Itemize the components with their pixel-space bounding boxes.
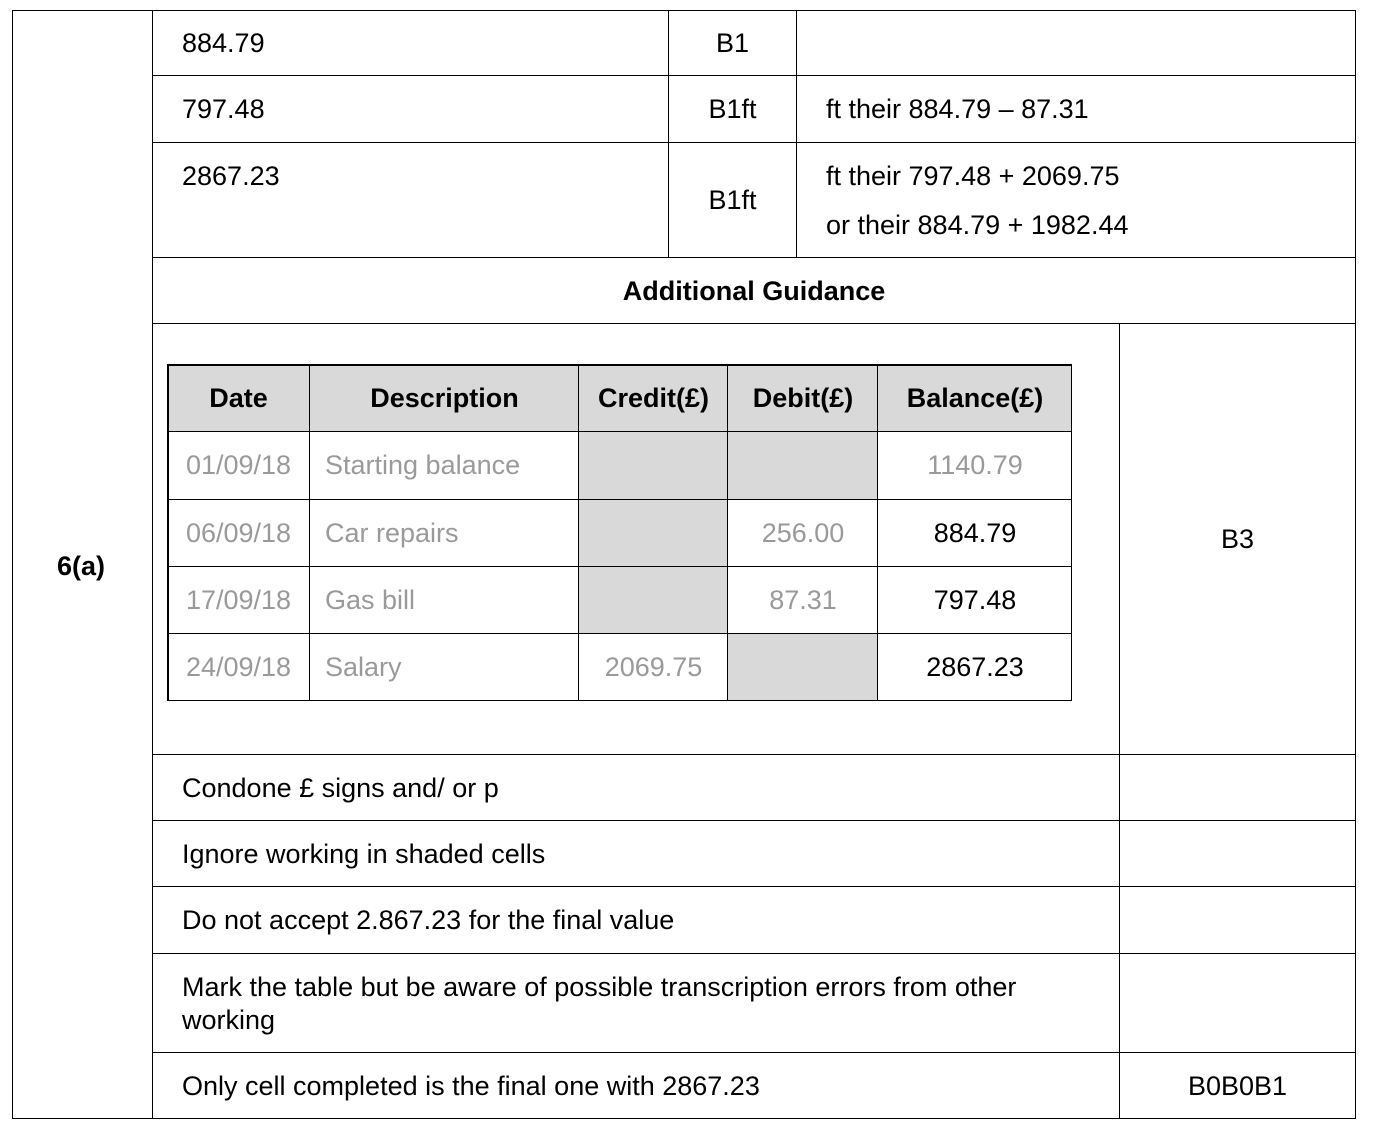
row1-description: Starting balance [325, 450, 521, 480]
row3-balance: 797.48 [933, 584, 1017, 615]
row2-debit: 256.00 [761, 517, 845, 548]
ledger-row-line-3 [167, 566, 1072, 567]
row-line-1 [152, 75, 1356, 76]
divider-guidance-mark [1119, 324, 1120, 1119]
note-1: Condone £ signs and/ or p [182, 773, 499, 803]
header-description: Description [310, 364, 579, 431]
comment-2: ft their 884.79 – 87.31 [826, 94, 1089, 124]
guidance-title: Additional Guidance [622, 276, 886, 306]
border-bottom [12, 1118, 1356, 1119]
row2-date: 06/09/18 [185, 517, 292, 548]
row2-credit [579, 499, 728, 566]
row3-credit [579, 566, 728, 633]
header-date: Date [167, 364, 310, 431]
divider-mark [796, 10, 797, 258]
border-left [12, 10, 13, 1119]
row-line-2 [152, 142, 1356, 143]
ledger-row-line-1 [167, 431, 1072, 432]
border-top [12, 10, 1356, 11]
header-credit: Credit(£) [579, 364, 728, 431]
row-line-9 [152, 1052, 1356, 1053]
answer-3: 2867.23 [182, 161, 280, 191]
ledger-col-line-1 [309, 364, 310, 701]
row1-credit [579, 431, 728, 499]
ledger-border-top [167, 364, 1072, 366]
note-4-line-2: working [182, 1005, 276, 1035]
header-balance: Balance(£) [878, 364, 1072, 431]
comment-3b: or their 884.79 + 1982.44 [826, 210, 1129, 240]
row4-date: 24/09/18 [185, 652, 292, 682]
row-line-3 [152, 257, 1356, 258]
ledger-table [167, 364, 1072, 701]
ledger-col-line-4 [877, 364, 878, 701]
ledger-border-left [167, 364, 169, 701]
row4-debit [728, 633, 878, 701]
row-line-8 [152, 953, 1356, 954]
note-3: Do not accept 2.867.23 for the final value [182, 905, 675, 935]
row-line-5 [152, 754, 1356, 755]
row4-credit: 2069.75 [604, 652, 703, 682]
ledger-col-line-2 [578, 364, 579, 701]
answer-1: 884.79 [182, 28, 265, 58]
note-5: Only cell completed is the final one with 2867.23 [182, 1071, 760, 1101]
row1-date: 01/09/18 [185, 450, 292, 480]
note-4-line-1: Mark the table but be aware of possible transcription errors from other [182, 972, 1017, 1002]
row2-balance: 884.79 [933, 517, 1017, 548]
mark-2: B1ft [708, 94, 757, 124]
row-line-6 [152, 820, 1356, 821]
row-line-4 [152, 323, 1356, 324]
note-2: Ignore working in shaded cells [182, 839, 546, 869]
row4-description: Salary [325, 652, 402, 682]
ledger-row-line-2 [167, 499, 1072, 500]
ledger-border-bottom [167, 700, 1072, 701]
note-5-mark: B0B0B1 [1187, 1071, 1288, 1101]
question-number: 6(a) [57, 551, 106, 581]
row1-balance: 1140.79 [927, 450, 1023, 480]
row3-date: 17/09/18 [185, 584, 292, 615]
row3-debit: 87.31 [769, 584, 837, 615]
ledger-col-line-3 [727, 364, 728, 701]
ledger-row-line-4 [167, 633, 1072, 634]
row2-description: Car repairs [325, 517, 459, 548]
ledger-border-right [1071, 364, 1072, 701]
mark-1: B1 [715, 28, 750, 58]
header-debit: Debit(£) [728, 364, 878, 431]
comment-3a: ft their 797.48 + 2069.75 [826, 161, 1120, 191]
row3-description: Gas bill [325, 584, 416, 615]
row4-balance: 2867.23 [926, 652, 1024, 682]
row1-debit [728, 431, 878, 499]
answer-2: 797.48 [182, 94, 265, 124]
table-mark: B3 [1220, 524, 1255, 554]
row-line-7 [152, 886, 1356, 887]
mark-3: B1ft [708, 185, 757, 215]
